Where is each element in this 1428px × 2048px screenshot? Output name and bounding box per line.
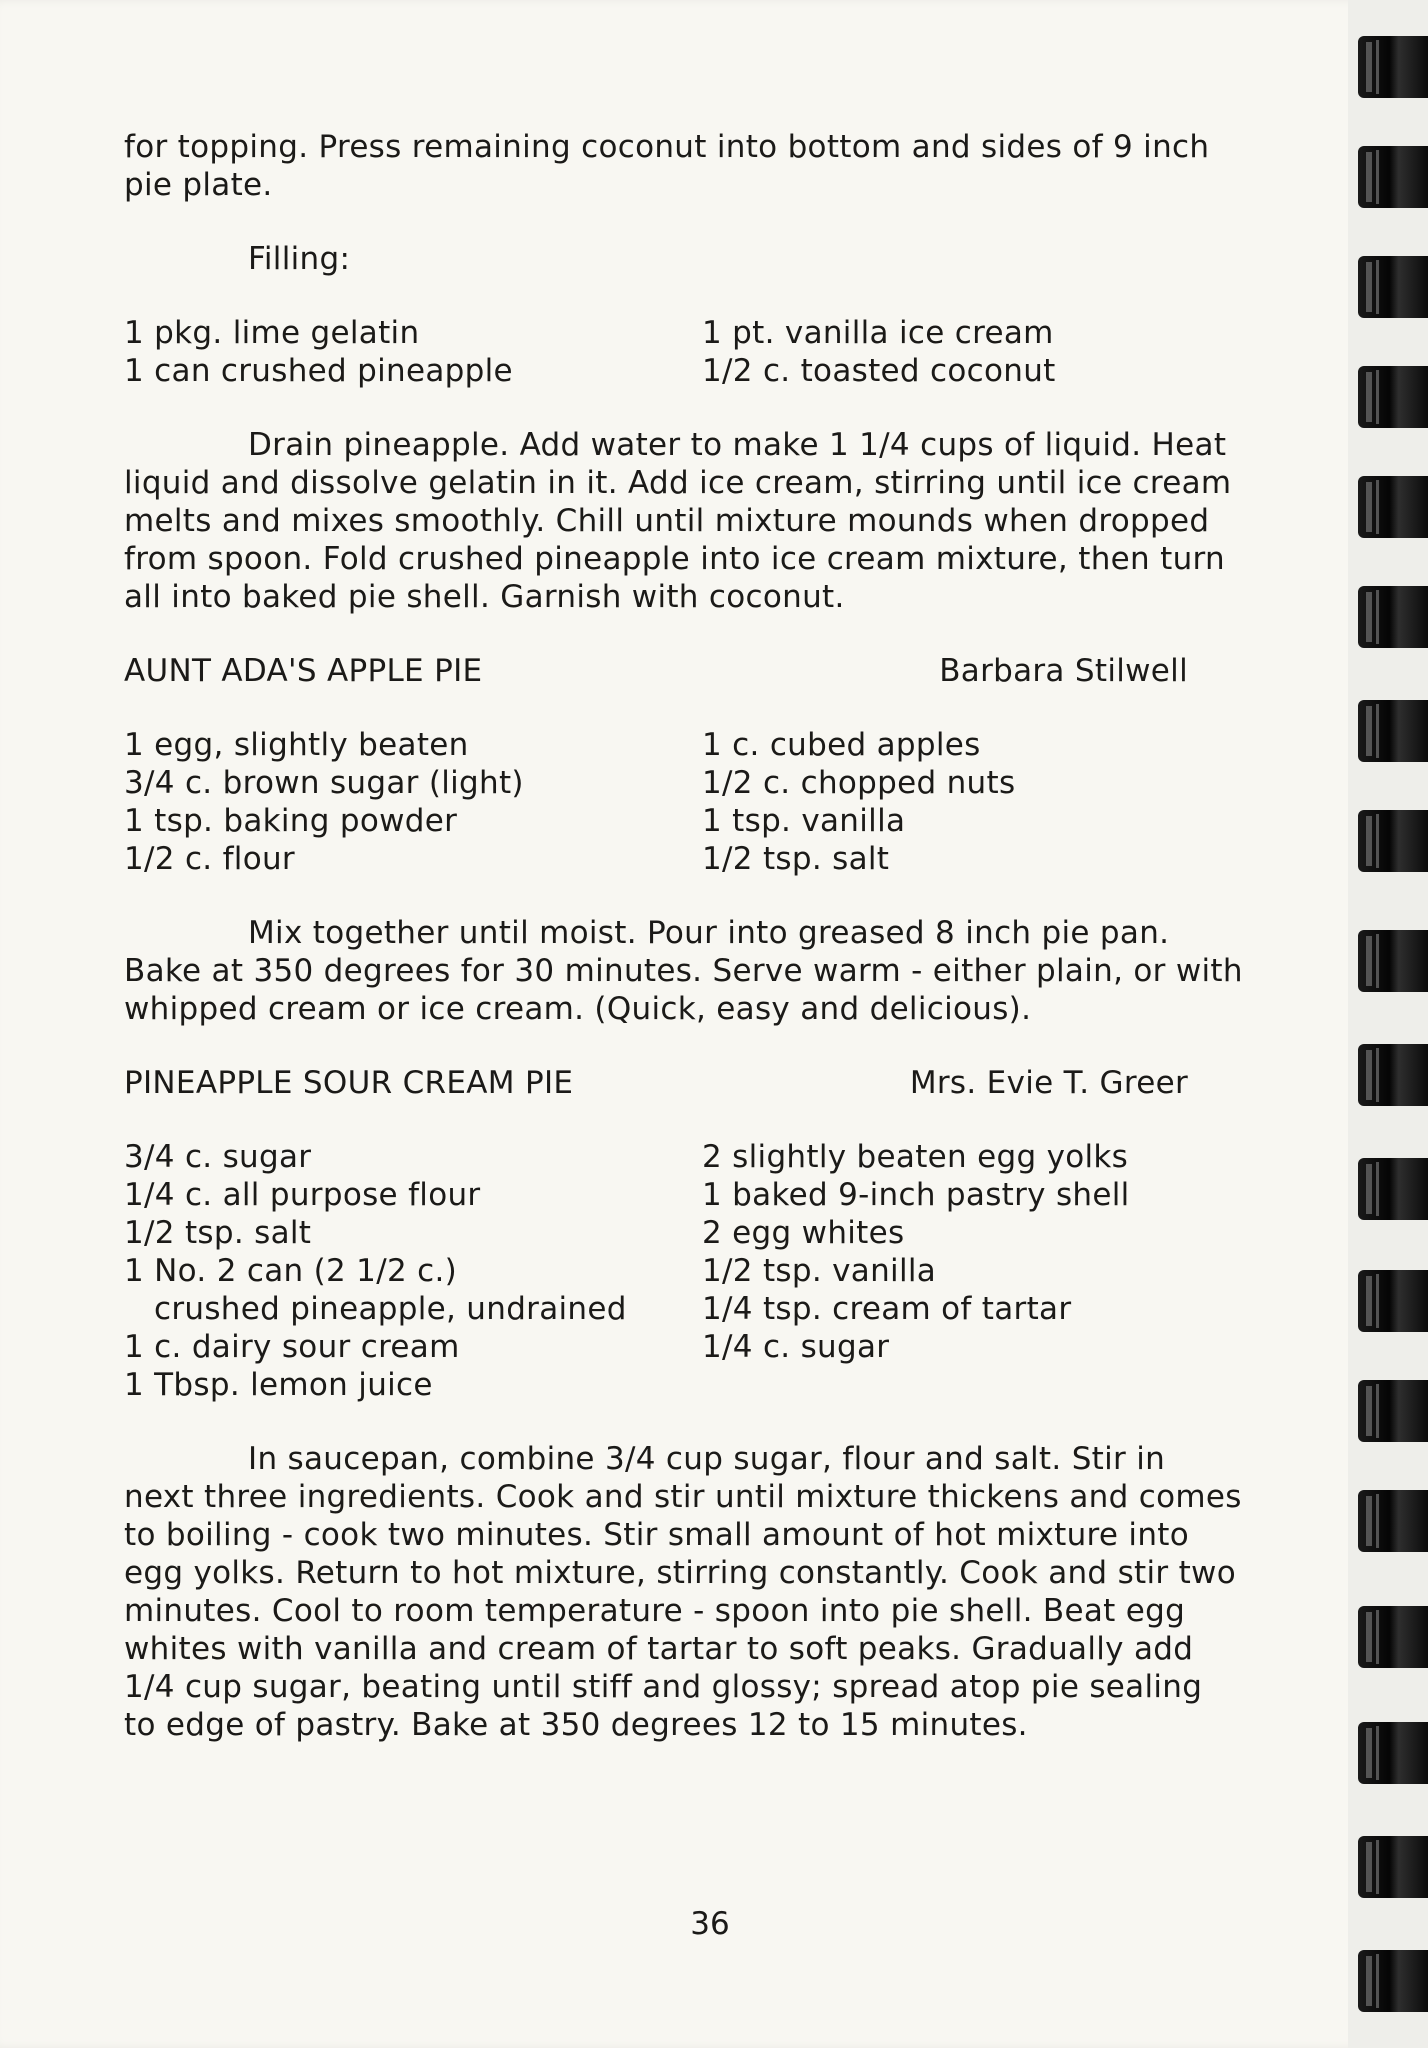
binding-coil <box>1358 1950 1428 2012</box>
ingredient: crushed pineapple, undrained <box>154 1291 627 1327</box>
binding-coil <box>1358 700 1428 762</box>
binding-coil <box>1358 1380 1428 1442</box>
ingredient: 1/4 tsp. cream of tartar <box>702 1291 1072 1327</box>
binding-coil <box>1358 1722 1428 1784</box>
ingredient: 1 can crushed pineapple <box>124 353 513 389</box>
binding-coil <box>1358 1836 1428 1898</box>
ingredient: 1 baked 9-inch pastry shell <box>702 1177 1130 1213</box>
filling-ingredients <box>124 314 1244 390</box>
pineapple-ingredients-right <box>702 1138 1244 1404</box>
recipe-title: AUNT ADA'S APPLE PIE <box>124 653 483 689</box>
ingredient: 2 slightly beaten egg yolks <box>702 1139 1129 1175</box>
binding-coil <box>1358 930 1428 992</box>
filling-ingredients-left <box>124 314 702 390</box>
ingredient: 1/2 c. toasted coconut <box>702 353 1056 389</box>
binding-coil <box>1358 36 1428 98</box>
ingredient: 1/4 c. all purpose flour <box>124 1177 481 1213</box>
binding-coil <box>1358 1158 1428 1220</box>
ingredient: 1 pkg. lime gelatin <box>124 315 420 351</box>
apple-ingredients-right <box>702 726 1244 878</box>
ingredient: 1 egg, slightly beaten <box>124 727 469 763</box>
apple-pie-directions: Mix together until moist. Pour into greased 8 inch pie pan. Bake at 350 degrees for 30 minutes. Serve warm - either plain, or with whipped cream or ice cream. (Quick, easy and delicious). <box>124 915 1243 1027</box>
page-number: 36 <box>690 1906 730 1942</box>
ingredient: 1 Tbsp. lemon juice <box>124 1367 433 1403</box>
ingredient: 3/4 c. brown sugar (light) <box>124 765 524 801</box>
pineapple-pie-ingredients <box>124 1138 1244 1404</box>
page-content <box>124 128 1244 1744</box>
binding-coil <box>1358 810 1428 872</box>
ingredient: 1/2 c. flour <box>124 841 295 877</box>
apple-pie-ingredients <box>124 726 1244 878</box>
binding-coil <box>1358 1606 1428 1668</box>
ingredient: 1/4 c. sugar <box>702 1329 890 1365</box>
ingredient: 1 tsp. vanilla <box>702 803 906 839</box>
recipe-heading <box>124 1064 1244 1102</box>
filling-label: Filling: <box>248 241 351 277</box>
ingredient: 1/2 tsp. vanilla <box>702 1253 937 1289</box>
recipe-title: PINEAPPLE SOUR CREAM PIE <box>124 1065 574 1101</box>
recipe-author: Barbara Stilwell <box>939 653 1188 689</box>
binding-coil <box>1358 476 1428 538</box>
ingredient: 1 c. cubed apples <box>702 727 981 763</box>
intro-line-1: for topping. Press remaining coconut into bottom and sides of 9 inch <box>124 129 1210 165</box>
recipe-heading <box>124 652 1244 690</box>
spiral-binding <box>1348 0 1428 2048</box>
binding-coil <box>1358 256 1428 318</box>
binding-coil <box>1358 586 1428 648</box>
recipe-author: Mrs. Evie T. Greer <box>909 1065 1188 1101</box>
pineapple-ingredients-left <box>124 1138 702 1404</box>
ingredient: 1/2 tsp. salt <box>702 841 890 877</box>
pineapple-pie-directions: In saucepan, combine 3/4 cup sugar, flour and salt. Stir in next three ingredients. Cook and stir until mixture thickens and comes to boiling - cook two minutes. Stir small amount of hot mixture into egg yolks. Return to hot mixture, stirring constantly. Cook and stir two minutes. Cool to room temperature - spoon into pie shell. Beat egg whites with vanilla and cream of tartar to soft peaks. Gradually add 1/4 cup sugar, beating until stiff and glossy; spread atop pie sealing to edge of pastry. Bake at 350 degrees 12 to 15 minutes. <box>124 1441 1242 1743</box>
ingredient: 2 egg whites <box>702 1215 905 1251</box>
binding-coil <box>1358 366 1428 428</box>
filling-directions: Drain pineapple. Add water to make 1 1/4 cups of liquid. Heat liquid and dissolve gelatin in it. Add ice cream, stirring until ice cream melts and mixes smoothly. Chill until mixture mounds when dropped from spoon. Fold crushed pineapple into ice cream mixture, then turn all into baked pie shell. Garnish with coconut. <box>124 427 1232 615</box>
ingredient: 1/2 c. chopped nuts <box>702 765 1016 801</box>
ingredient: 3/4 c. sugar <box>124 1139 312 1175</box>
binding-coil <box>1358 1490 1428 1552</box>
apple-ingredients-left <box>124 726 702 878</box>
ingredient: 1 pt. vanilla ice cream <box>702 315 1054 351</box>
intro-line-2: pie plate. <box>124 167 273 203</box>
ingredient: 1 tsp. baking powder <box>124 803 458 839</box>
ingredient: 1 No. 2 can (2 1/2 c.) <box>124 1253 458 1289</box>
ingredient: 1/2 tsp. salt <box>124 1215 312 1251</box>
binding-coil <box>1358 1044 1428 1106</box>
binding-coil <box>1358 146 1428 208</box>
filling-ingredients-right <box>702 314 1244 390</box>
ingredient: 1 c. dairy sour cream <box>124 1329 460 1365</box>
binding-coil <box>1358 1270 1428 1332</box>
